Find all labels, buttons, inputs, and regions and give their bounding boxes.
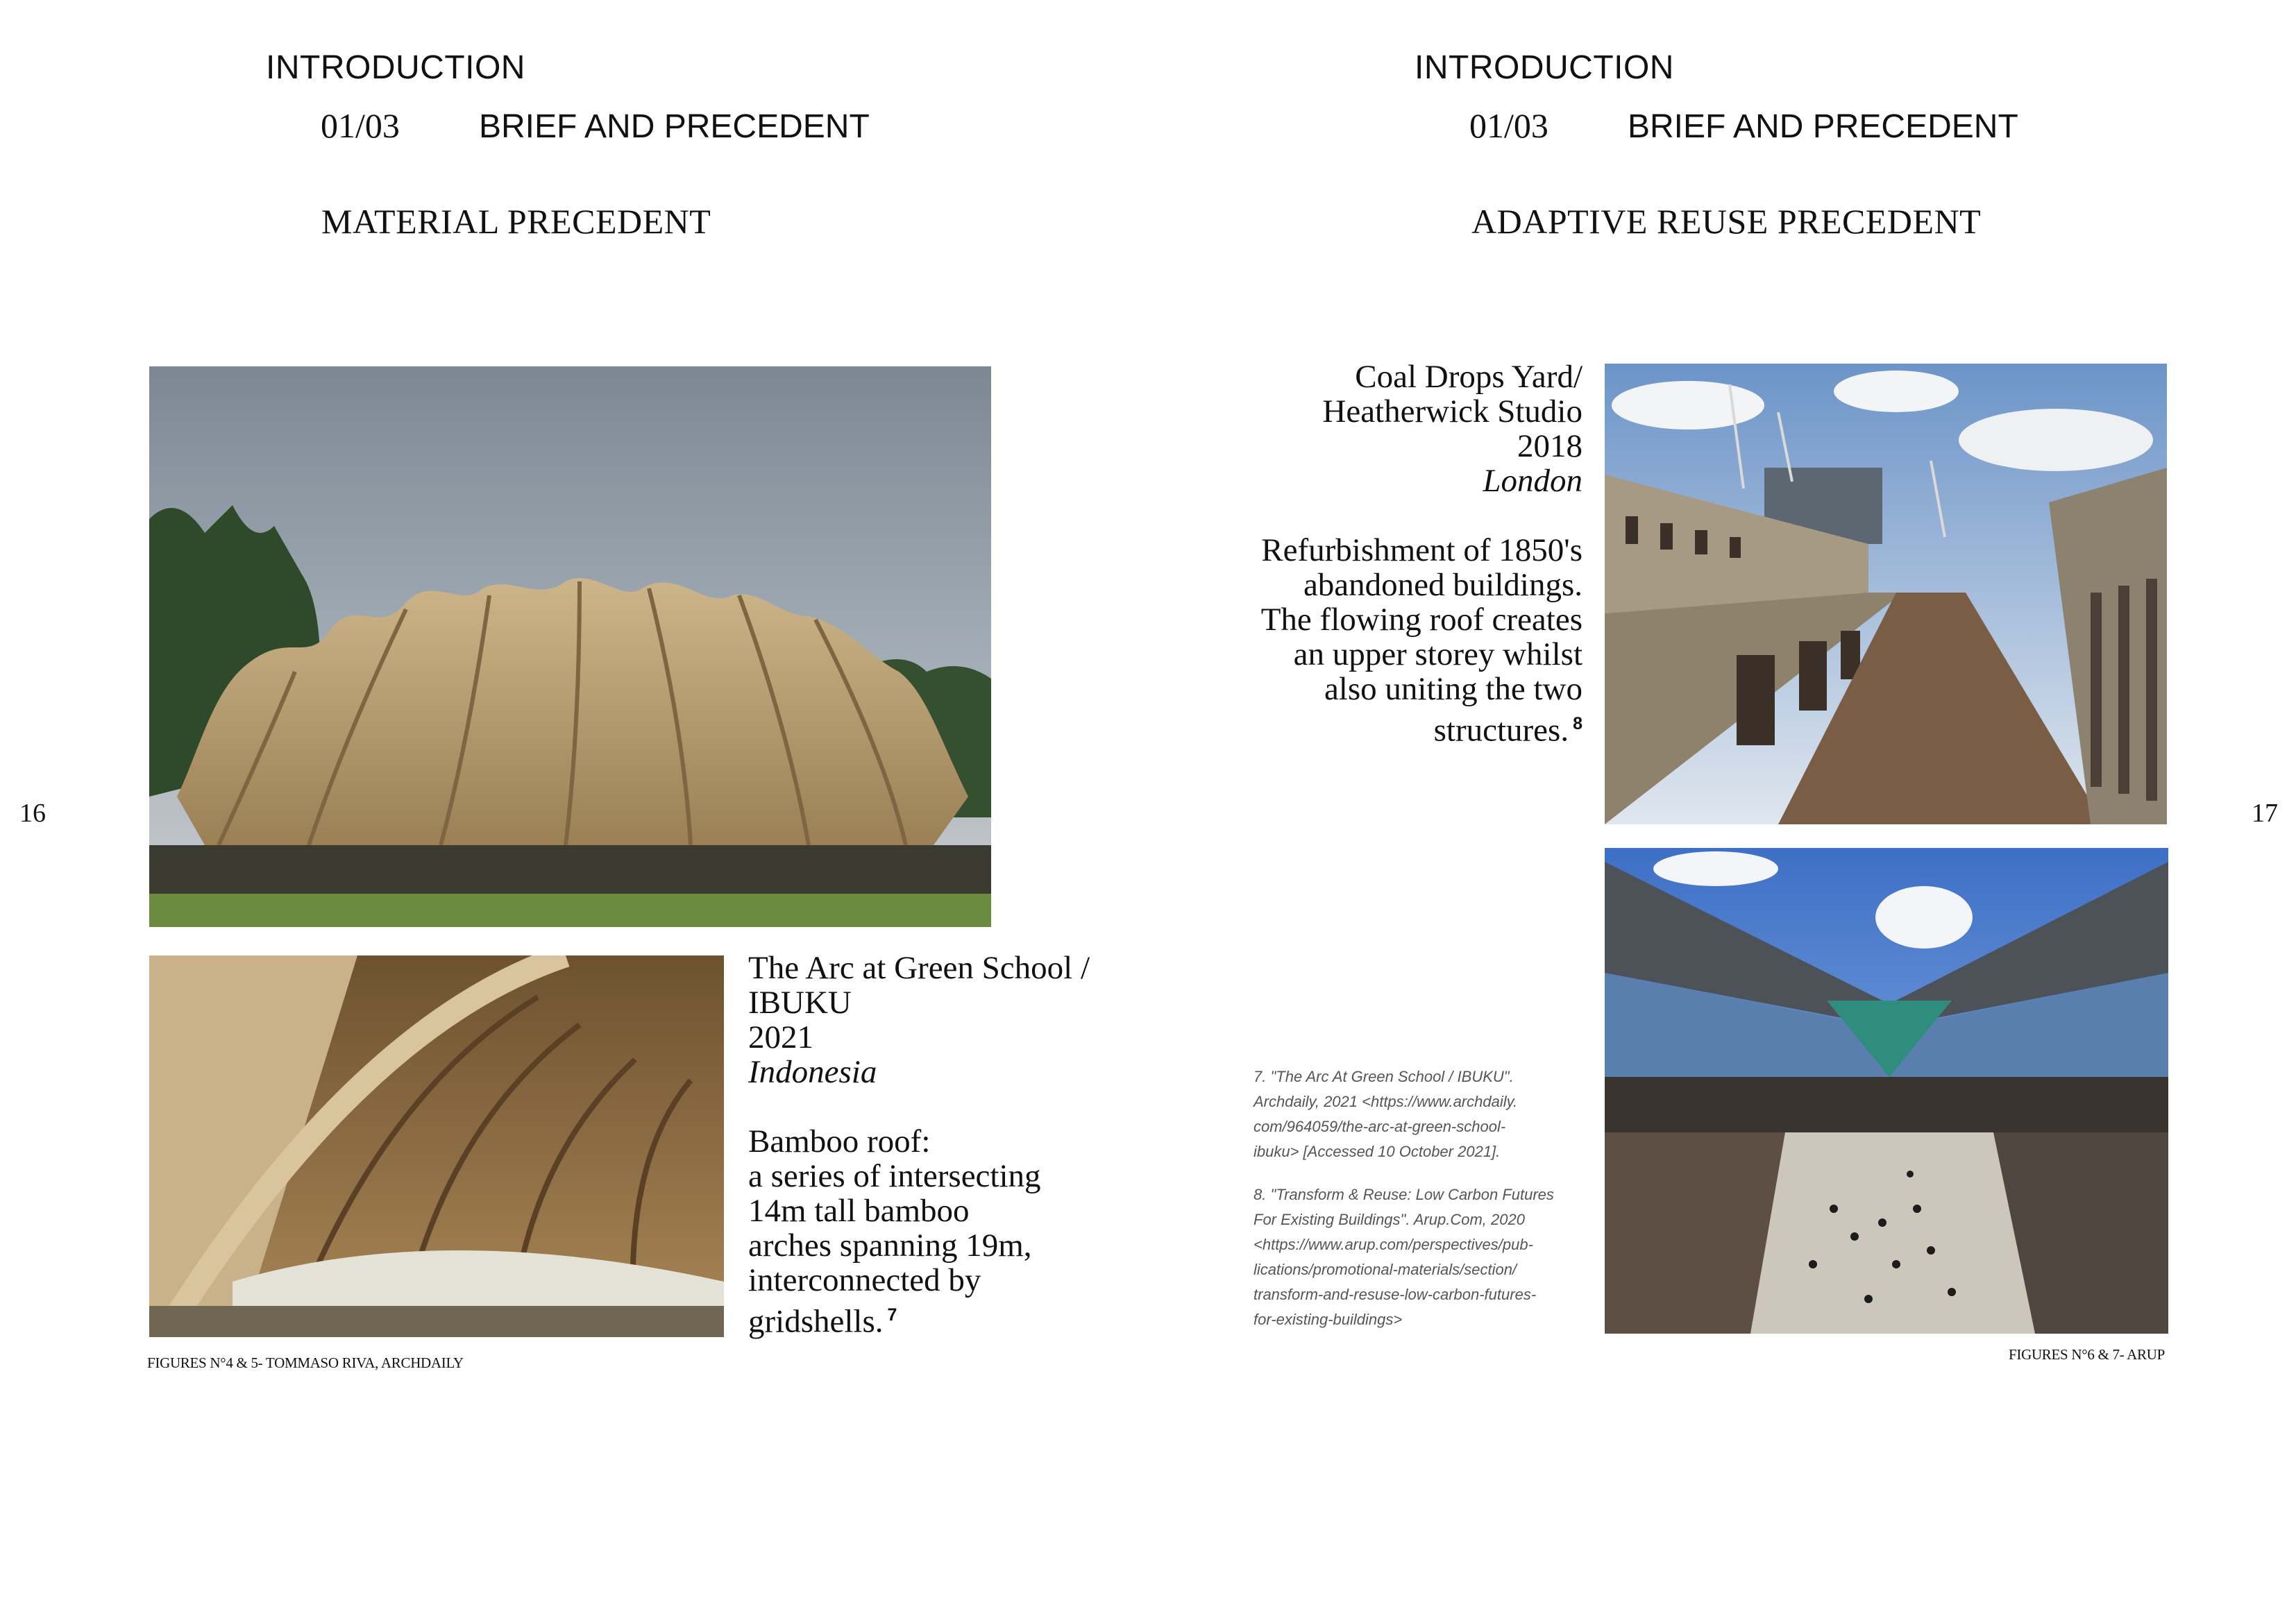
green-school-title-block xyxy=(748,951,1090,1089)
left-section-title: INTRODUCTION xyxy=(266,49,525,86)
green-school-desc-line-2: a series of intersecting xyxy=(748,1158,1041,1194)
right-section-title: INTRODUCTION xyxy=(1415,49,1674,86)
left-heading: MATERIAL PRECEDENT xyxy=(321,202,711,241)
coal-drops-title-line-1: Coal Drops Yard/ xyxy=(1355,359,1582,395)
coal-drops-desc-line-1: Refurbishment of 1850's xyxy=(1261,532,1582,568)
left-figure-caption: FIGURES N°4 & 5- TOMMASO RIVA, ARCHDAILY xyxy=(147,1354,464,1371)
coal-drops-desc-line-4: an upper storey whilst xyxy=(1293,636,1582,672)
coal-drops-title-block xyxy=(1180,359,1582,498)
ref7-line-1: 7. "The Arc At Green School / IBUKU". xyxy=(1253,1068,1514,1085)
left-subsection-title: BRIEF AND PRECEDENT xyxy=(479,108,870,145)
green-school-desc-line-3: 14m tall bamboo xyxy=(748,1193,970,1229)
ref8-line-3: <https://www.arup.com/perspectives/pub- xyxy=(1253,1236,1533,1253)
green-school-description xyxy=(748,1124,1041,1339)
ref8-line-1: 8. "Transform & Reuse: Low Carbon Futures xyxy=(1253,1186,1554,1203)
left-page-number: 16 xyxy=(19,799,46,828)
coal-drops-after-photo xyxy=(1605,848,2168,1334)
coal-drops-description xyxy=(1180,533,1582,748)
coal-drops-desc-line-2: abandoned buildings. xyxy=(1303,567,1582,603)
coal-drops-desc-line-3: The flowing roof creates xyxy=(1260,602,1582,638)
ref7-line-4: ibuku> [Accessed 10 October 2021]. xyxy=(1253,1143,1501,1160)
coal-drops-desc-line-6: structures. xyxy=(1433,712,1569,749)
ref8-line-6: for-existing-buildings> xyxy=(1253,1311,1403,1328)
green-school-title-line-2: IBUKU xyxy=(748,985,852,1021)
green-school-title-line-1: The Arc at Green School / xyxy=(748,950,1090,986)
green-school-desc-line-4: arches spanning 19m, xyxy=(748,1227,1032,1264)
right-figure-caption: FIGURES N°6 & 7- ARUP xyxy=(2009,1346,2165,1363)
footnote-ref-7: 7 xyxy=(887,1305,897,1325)
references-block xyxy=(1253,1064,1573,1332)
right-section-number: 01/03 xyxy=(1469,106,1548,145)
coal-drops-title-line-2: Heatherwick Studio xyxy=(1322,393,1582,430)
green-school-exterior-photo xyxy=(149,366,991,927)
green-school-year: 2021 xyxy=(748,1019,813,1055)
coal-drops-year: 2018 xyxy=(1517,428,1582,464)
right-subsection-title: BRIEF AND PRECEDENT xyxy=(1628,108,2018,145)
coal-drops-before-photo xyxy=(1605,364,2167,824)
right-page-number: 17 xyxy=(2252,799,2278,828)
ref8-line-5: transform-and-resuse-low-carbon-futures- xyxy=(1253,1286,1537,1303)
left-section-number: 01/03 xyxy=(321,106,400,145)
green-school-interior-photo xyxy=(149,955,724,1337)
right-heading: ADAPTIVE REUSE PRECEDENT xyxy=(1471,202,1982,241)
ref7-line-3: com/964059/the-arc-at-green-school- xyxy=(1253,1118,1506,1135)
green-school-desc-line-6: gridshells. xyxy=(748,1303,884,1340)
coal-drops-desc-line-5: also uniting the two xyxy=(1324,671,1582,707)
ref7-line-2: Archdaily, 2021 <https://www.archdaily. xyxy=(1253,1093,1518,1110)
green-school-desc-line-5: interconnected by xyxy=(748,1262,981,1298)
ref8-line-4: lications/promotional-materials/section/ xyxy=(1253,1261,1517,1278)
coal-drops-location: London xyxy=(1483,463,1582,499)
ref8-line-2: For Existing Buildings". Arup.Com, 2020 xyxy=(1253,1211,1525,1228)
green-school-location: Indonesia xyxy=(748,1054,877,1090)
footnote-ref-8: 8 xyxy=(1573,714,1582,733)
green-school-desc-line-1: Bamboo roof: xyxy=(748,1123,931,1159)
